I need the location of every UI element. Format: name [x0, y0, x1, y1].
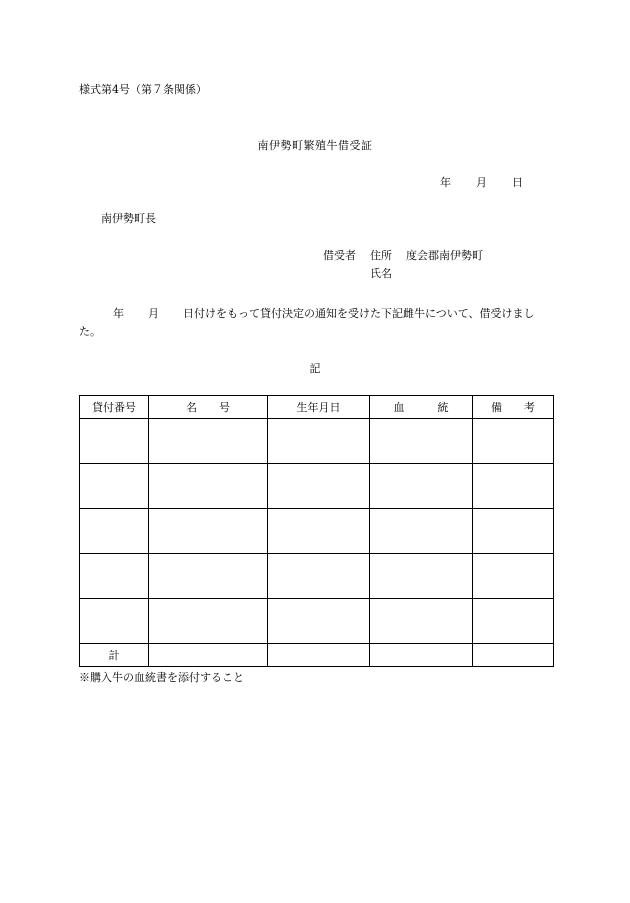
- table-row: [80, 509, 554, 554]
- table-header-row: [80, 396, 554, 419]
- table-cell: [473, 464, 554, 509]
- table-total-row: [80, 644, 554, 667]
- footnote: ※購入牛の血統書を添付すること: [79, 671, 244, 684]
- header-name: 名 号: [149, 396, 268, 419]
- table-cell: [80, 464, 149, 509]
- table-cell: [473, 554, 554, 599]
- table-cell: [473, 509, 554, 554]
- table-cell: [473, 599, 554, 644]
- table-cell: [149, 509, 268, 554]
- date-line: [440, 176, 523, 190]
- table-row: [80, 554, 554, 599]
- date-year-label: 年: [440, 176, 451, 189]
- body-text: [79, 305, 554, 341]
- table-cell: [473, 419, 554, 464]
- document-title: 南伊勢町繁殖牛借受証: [257, 139, 373, 152]
- table-cell: [149, 599, 268, 644]
- table-cell: [370, 464, 473, 509]
- table-cell: [268, 509, 370, 554]
- table-cell: [370, 509, 473, 554]
- table-cell: [268, 554, 370, 599]
- table-cell: [473, 644, 554, 667]
- table-cell: [370, 419, 473, 464]
- table-cell: [370, 644, 473, 667]
- body-sentence: 日付けをもって貸付決定の通知を受けた下記雌牛について、借受けました。: [79, 307, 535, 338]
- table-row: [80, 419, 554, 464]
- body-month-label: 月: [148, 307, 159, 320]
- table-row: [80, 464, 554, 509]
- loan-table: [79, 395, 554, 667]
- name-label: 氏名: [370, 267, 392, 280]
- addressee: 南伊勢町長: [101, 212, 156, 225]
- table-cell: [80, 419, 149, 464]
- table-cell: [370, 554, 473, 599]
- header-remarks: 備 考: [473, 396, 554, 419]
- borrower-label: 借受者: [323, 249, 356, 262]
- table-cell: [268, 419, 370, 464]
- body-year-label: 年: [113, 307, 124, 320]
- table-cell: [149, 554, 268, 599]
- table-cell: [370, 599, 473, 644]
- table-cell: [268, 644, 370, 667]
- table-cell: [268, 599, 370, 644]
- table-cell: [80, 509, 149, 554]
- total-label: 計: [80, 644, 149, 667]
- table-cell: [149, 644, 268, 667]
- form-number: 様式第4号（第７条関係）: [79, 83, 207, 96]
- table-cell: [149, 419, 268, 464]
- date-month-label: 月: [476, 176, 487, 189]
- table-cell: [80, 599, 149, 644]
- table-cell: [149, 464, 268, 509]
- header-birth-date: 生年月日: [268, 396, 370, 419]
- header-loan-number: 貸付番号: [80, 396, 149, 419]
- header-pedigree: 血 統: [370, 396, 473, 419]
- table-row: [80, 599, 554, 644]
- table-cell: [80, 554, 149, 599]
- address-label: 住所: [370, 249, 392, 262]
- date-day-label: 日: [512, 176, 523, 189]
- address-value: 度会郡南伊勢町: [406, 249, 483, 262]
- table-cell: [268, 464, 370, 509]
- note-title: 記: [309, 362, 321, 375]
